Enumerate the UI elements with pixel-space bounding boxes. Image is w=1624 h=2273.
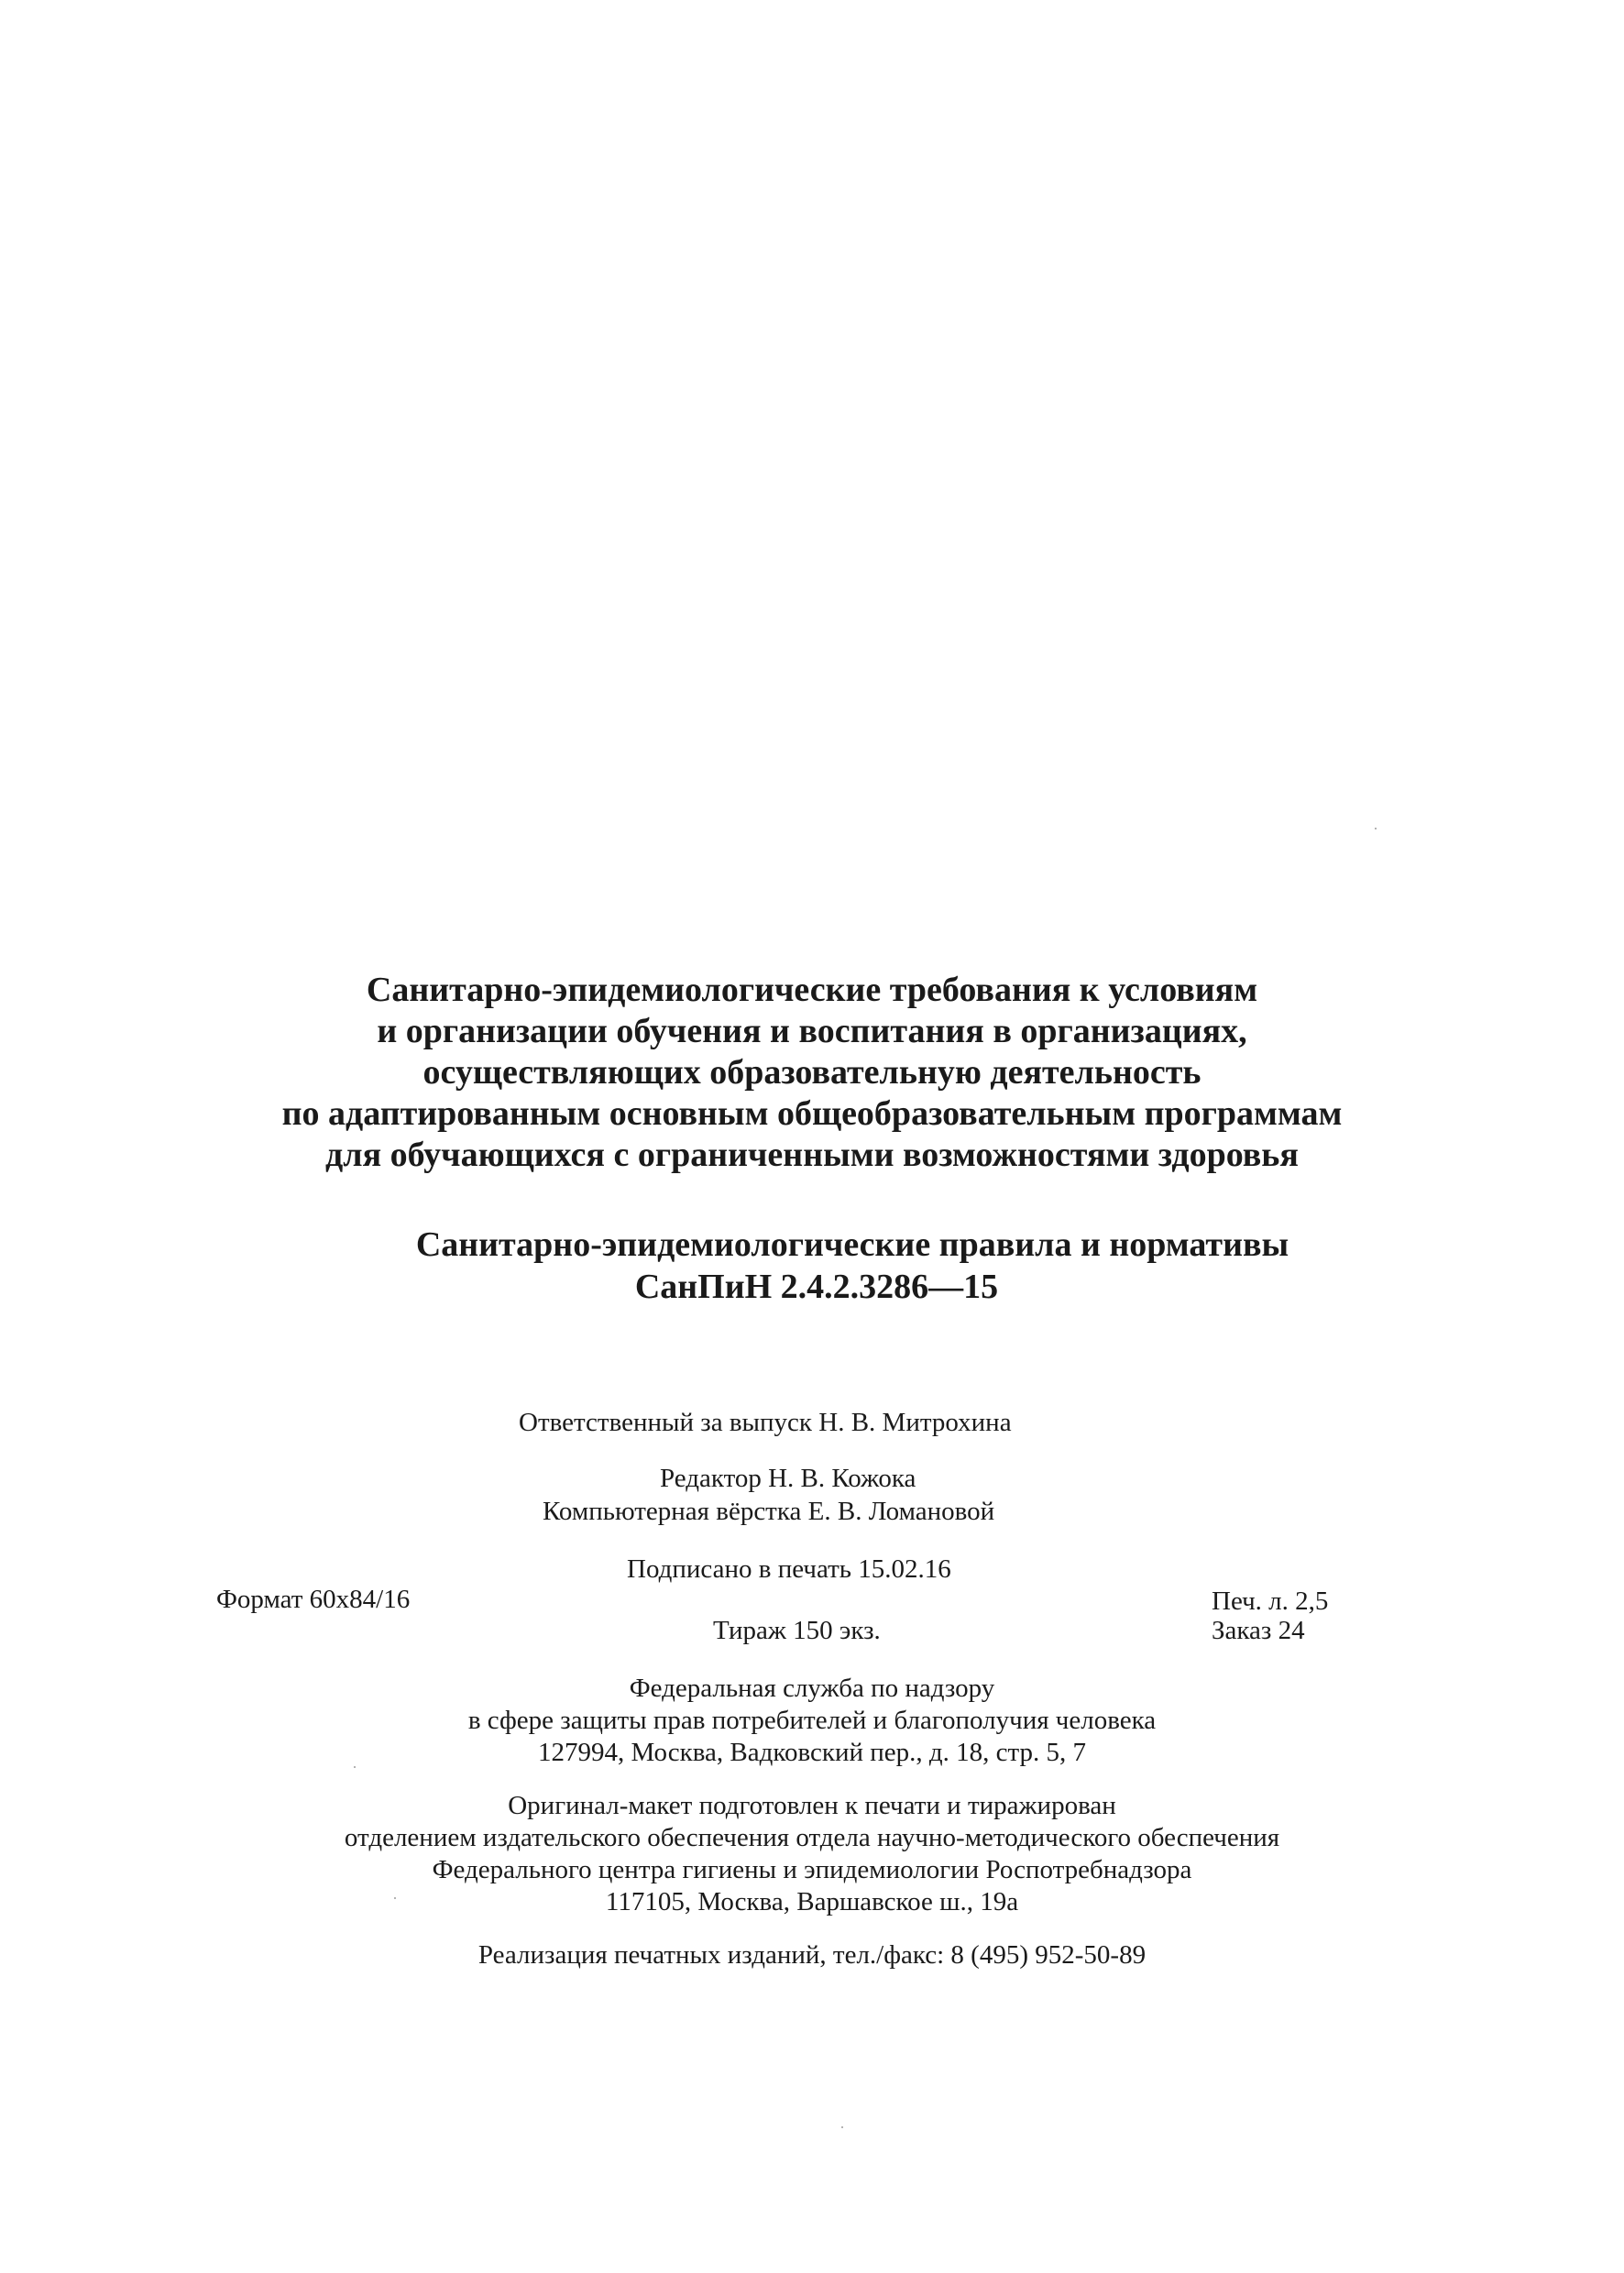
title-line: и организации обучения и воспитания в организациях, bbox=[377, 1012, 1247, 1050]
document-title bbox=[0, 970, 1624, 1176]
producer-block bbox=[0, 1790, 1624, 1918]
producer-line: отделением издательского обеспечения отдела научно-методического обеспечения bbox=[344, 1823, 1280, 1852]
publisher-address: 127994, Москва, Вадковский пер., д. 18, стр. 5, 7 bbox=[537, 1738, 1087, 1767]
signed-date: Подписано в печать 15.02.16 bbox=[627, 1554, 951, 1584]
title-line: по адаптированным основным общеобразовательным программам bbox=[281, 1094, 1343, 1133]
scan-speck bbox=[394, 1897, 396, 1899]
scan-speck bbox=[1375, 828, 1377, 829]
print-run: Тираж 150 экз. bbox=[713, 1616, 881, 1645]
layout-credit: Компьютерная вёрстка Е. В. Ломановой bbox=[543, 1497, 995, 1526]
printed-sheets: Печ. л. 2,5 bbox=[1212, 1587, 1329, 1616]
responsible-person: Ответственный за выпуск Н. В. Митрохина bbox=[519, 1408, 1012, 1437]
producer-line: Федерального центра гигиены и эпидемиологии Роспотребнадзора bbox=[432, 1855, 1192, 1884]
editor-credit: Редактор Н. В. Кожока bbox=[660, 1464, 916, 1493]
title-line: осуществляющих образовательную деятельность bbox=[422, 1053, 1202, 1092]
rules-heading bbox=[0, 1224, 1624, 1308]
sales-info bbox=[0, 1939, 1624, 1971]
publisher-block bbox=[0, 1673, 1624, 1769]
title-line: для обучающихся с ограниченными возможностями здоровья bbox=[325, 1136, 1299, 1174]
publisher-line: в сфере защиты прав потребителей и благополучия человека bbox=[467, 1706, 1157, 1735]
paper-format: Формат 60x84/16 bbox=[216, 1585, 411, 1614]
sales-line: Реализация печатных изданий, тел./факс: 8 (495) 952-50-89 bbox=[477, 1940, 1147, 1970]
rules-code: СанПиН 2.4.2.3286—15 bbox=[634, 1268, 999, 1306]
order-number: Заказ 24 bbox=[1212, 1616, 1305, 1645]
title-line: Санитарно-эпидемиологические требования к условиям bbox=[366, 971, 1258, 1009]
rules-name: Санитарно-эпидемиологические правила и нормативы bbox=[415, 1225, 1289, 1264]
scan-speck bbox=[841, 2126, 843, 2128]
producer-line: Оригинал-макет подготовлен к печати и тиражирован bbox=[508, 1791, 1116, 1820]
producer-address: 117105, Москва, Варшавское ш., 19а bbox=[605, 1887, 1019, 1916]
publisher-line: Федеральная служба по надзору bbox=[629, 1674, 995, 1703]
scan-speck bbox=[354, 1766, 356, 1768]
